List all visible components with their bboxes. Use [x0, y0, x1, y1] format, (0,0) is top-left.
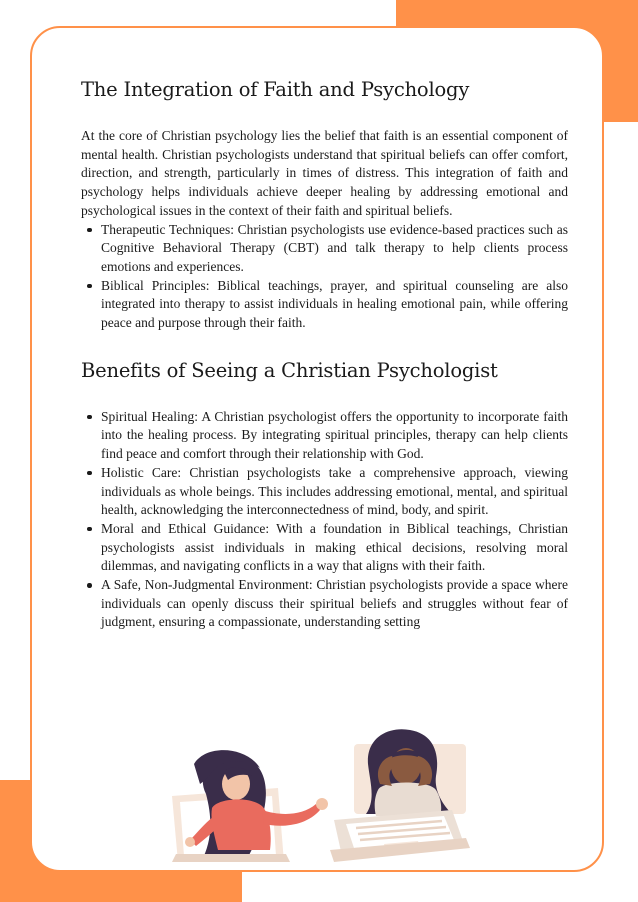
integration-bullet-list	[81, 221, 568, 333]
intro-paragraph: At the core of Christian psychology lies the belief that faith is an essential component of mental health. Christian psychologists understand that spiritual beliefs can offer comfort, direction, and strength, particularly in times of distress. This integration of faith and psychology helps individuals achieve deeper healing by addressing emotional and psychological issues in the context of their faith and spiritual beliefs.	[81, 128, 568, 218]
page-content	[81, 76, 568, 632]
list-item: Moral and Ethical Guidance: With a foundation in Biblical teachings, Christian psychologists assist individuals in making ethical decisions, resolving moral dilemmas, and navigating conflicts in a way that aligns with their faith.	[101, 520, 568, 576]
section-heading-benefits: Benefits of Seeing a Christian Psychologist	[81, 358, 498, 382]
therapy-illustration	[166, 724, 472, 866]
woman-on-laptop-screen-icon	[172, 750, 328, 862]
list-item: A Safe, Non-Judgmental Environment: Christian psychologists provide a space where individuals can openly discuss their spiritual beliefs and struggles without fear of judgment, ensuring a compassionate, understanding setting	[101, 576, 568, 632]
list-item: Biblical Principles: Biblical teachings, prayer, and spiritual counseling are also integrated into therapy to assist individuals in healing emotional pain, while offering peace and purpose through their faith.	[101, 277, 568, 333]
distressed-woman-laptop-icon	[330, 729, 470, 862]
section-heading-integration: The Integration of Faith and Psychology	[81, 78, 470, 101]
list-item: Spiritual Healing: A Christian psychologist offers the opportunity to incorporate faith into the healing process. By integrating spiritual principles, therapy can help clients find peace and comfort through their relationship with God.	[101, 408, 568, 464]
list-item: Therapeutic Techniques: Christian psychologists use evidence-based practices such as Cognitive Behavioral Therapy (CBT) and talk therapy to help clients process emotions and experiences.	[101, 221, 568, 277]
list-item: Holistic Care: Christian psychologists take a comprehensive approach, viewing individuals as whole beings. This includes addressing emotional, mental, and spiritual health, acknowledging the interconnectedness of mind, body, and spirit.	[101, 464, 568, 520]
benefits-bullet-list	[81, 408, 568, 632]
